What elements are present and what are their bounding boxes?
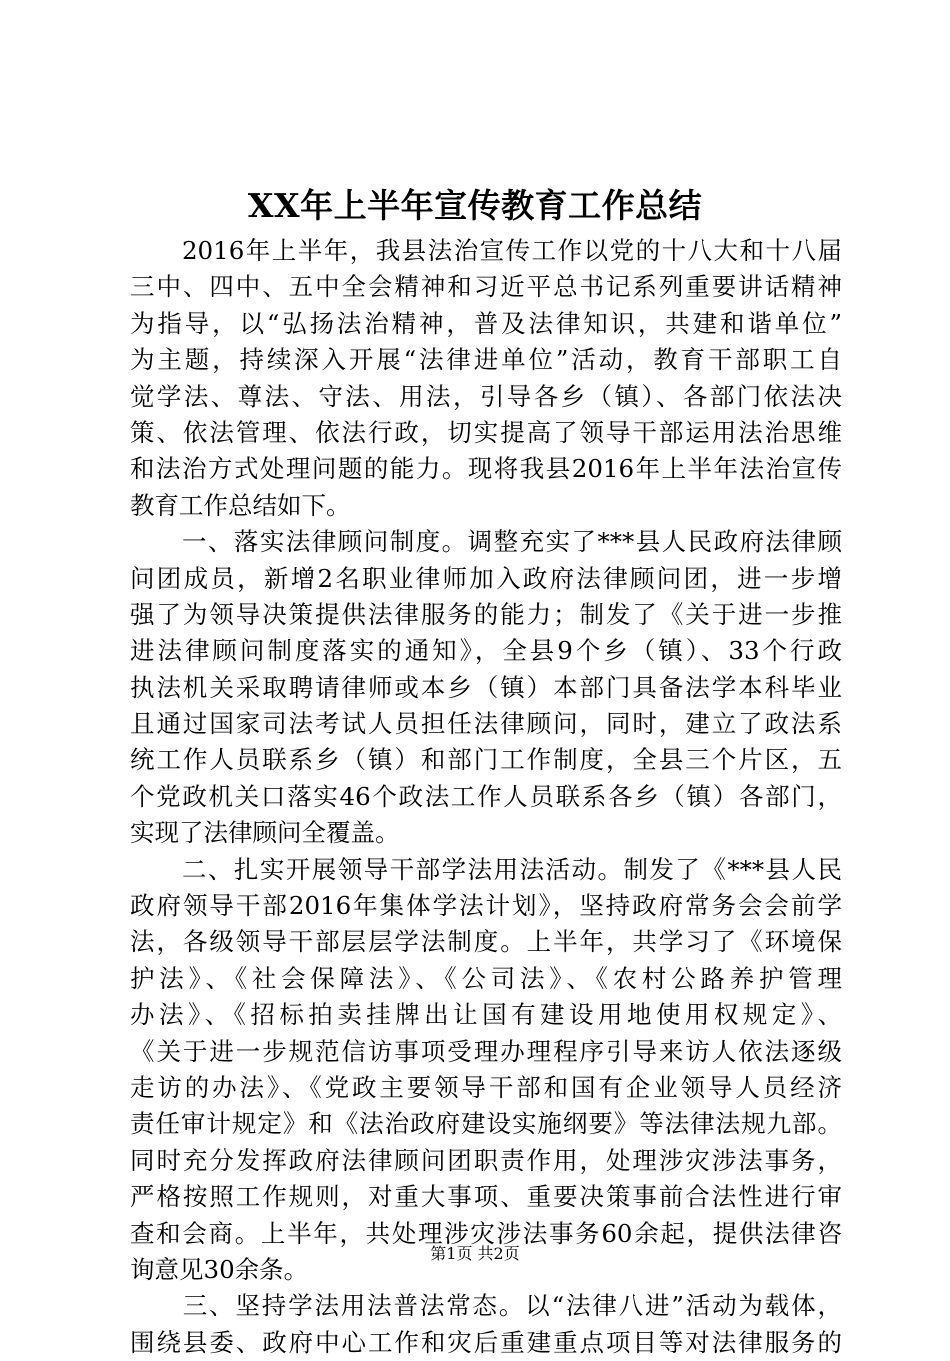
body-line: 一、落实法律顾问制度。调整充实了***县人民政府法律顾 xyxy=(130,527,842,557)
body-line: 严格按照工作规则，对重大事项、重要决策事前合法性进行审 xyxy=(130,1182,842,1212)
document-body xyxy=(130,233,842,1361)
body-line: 三、坚持学法用法普法常态。以“法律八进”活动为载体， xyxy=(130,1291,842,1321)
document-title: XX年上半年宣传教育工作总结 xyxy=(247,186,703,225)
body-line: 和法治方式处理问题的能力。现将我县2016年上半年法治宣传 xyxy=(130,454,842,484)
body-line: 责任审计规定》和《法治政府建设实施纲要》等法律法规九部。 xyxy=(130,1109,842,1139)
body-line: 实现了法律顾问全覆盖。 xyxy=(130,818,400,848)
body-line: 同时充分发挥政府法律顾问团职责作用，处理涉灾涉法事务， xyxy=(130,1145,842,1175)
body-line: 为主题，持续深入开展“法律进单位”活动，教育干部职工自 xyxy=(130,345,842,375)
page-footer: 第1页 共2页 xyxy=(430,1244,520,1263)
body-line: 询意见30余条。 xyxy=(130,1254,309,1284)
body-line: 且通过国家司法考试人员担任法律顾问，同时，建立了政法系 xyxy=(130,709,842,739)
body-line: 走访的办法》、《党政主要领导干部和国有企业领导人员经济 xyxy=(130,1072,842,1102)
body-line: 执法机关采取聘请律师或本乡（镇）本部门具备法学本科毕业 xyxy=(130,672,842,702)
body-line: 围绕县委、政府中心工作和灾后重建重点项目等对法律服务的 xyxy=(130,1327,842,1357)
body-line: 政府领导干部2016年集体学法计划》，坚持政府常务会会前学 xyxy=(130,891,842,921)
body-line: 《关于进一步规范信访事项受理办理程序引导来访人依法逐级 xyxy=(130,1036,842,1066)
body-line: 个党政机关口落实46个政法工作人员联系各乡（镇）各部门， xyxy=(130,781,842,811)
body-line: 进法律顾问制度落实的通知》，全县9个乡（镇）、33个行政 xyxy=(130,636,842,666)
body-line: 护法》、《社会保障法》、《公司法》、《农村公路养护管理 xyxy=(130,963,842,993)
body-line: 查和会商。上半年，共处理涉灾涉法事务60余起，提供法律咨 xyxy=(130,1218,842,1248)
body-line: 统工作人员联系乡（镇）和部门工作制度，全县三个片区，五 xyxy=(130,745,842,775)
body-line: 二、扎实开展领导干部学法用法活动。制发了《***县人民 xyxy=(130,854,842,884)
body-line: 法，各级领导干部层层学法制度。上半年，共学习了《环境保 xyxy=(130,927,842,957)
body-line: 办法》、《招标拍卖挂牌出让国有建设用地使用权规定》、 xyxy=(130,1000,842,1030)
body-line: 策、依法管理、依法行政，切实提高了领导干部运用法治思维 xyxy=(130,417,842,447)
body-line: 三中、四中、五中全会精神和习近平总书记系列重要讲话精神 xyxy=(130,272,842,302)
body-line: 问团成员，新增2名职业律师加入政府法律顾问团，进一步增 xyxy=(130,563,842,593)
body-line: 为指导，以“弘扬法治精神，普及法律知识，共建和谐单位” xyxy=(130,308,842,338)
body-line: 教育工作总结如下。 xyxy=(130,490,351,520)
body-line: 觉学法、尊法、守法、用法，引导各乡（镇）、各部门依法决 xyxy=(130,381,842,411)
body-line: 强了为领导决策提供法律服务的能力；制发了《关于进一步推 xyxy=(130,599,842,629)
body-line: 2016年上半年，我县法治宣传工作以党的十八大和十八届 xyxy=(130,236,842,265)
